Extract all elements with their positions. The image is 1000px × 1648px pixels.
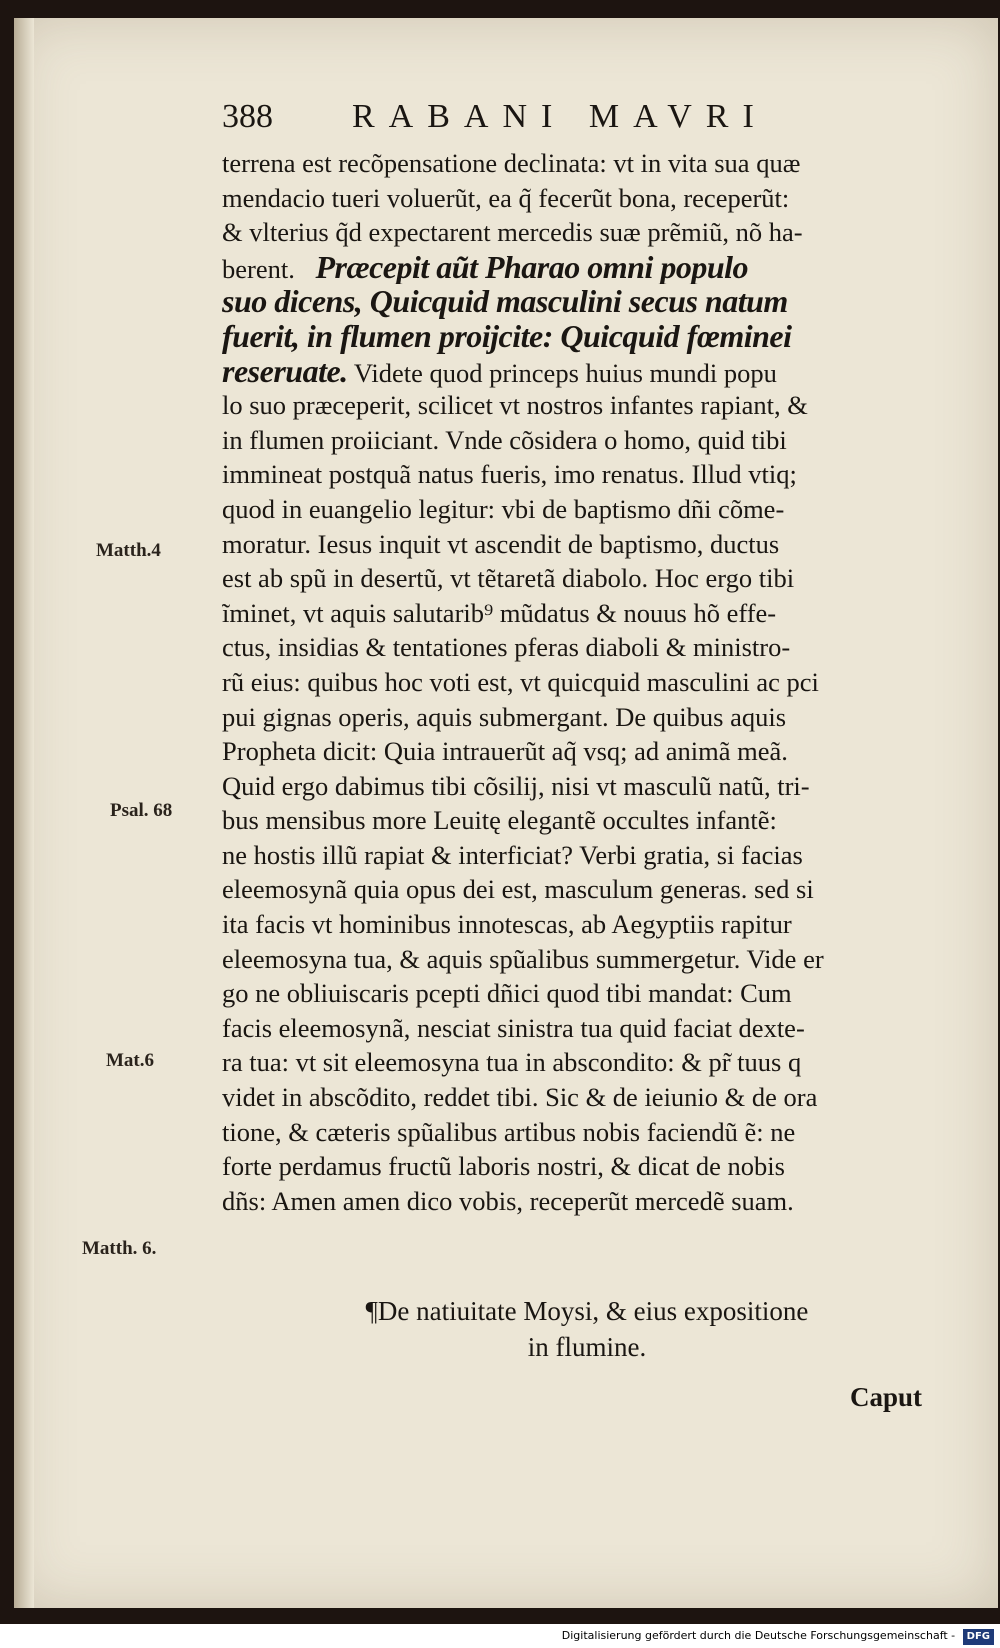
text-segment: Videte quod princeps huius mundi popu bbox=[353, 357, 777, 388]
text-line: eleemosynã quia opus dei est, masculum generas. sed si bbox=[222, 874, 814, 905]
chapter-heading-line-2: in flumine. bbox=[527, 1332, 647, 1362]
text-line: ne hostis illũ rapiat & interficiat? Verbi gratia, si facias bbox=[222, 839, 803, 870]
blackletter-segment: suo dicens, bbox=[222, 284, 363, 319]
running-title: RABANI MAVRI bbox=[352, 98, 768, 135]
text-line: bus mensibus more Leuitę elegantẽ occultes infantẽ: bbox=[222, 805, 777, 836]
blackletter-segment: Quicquid masculini secus natum bbox=[369, 284, 788, 319]
text-line: est ab spũ in desertũ, vt tẽtaretã diabolo. Hoc ergo tibi bbox=[222, 563, 795, 594]
margin-note-mat6: Mat.6 bbox=[106, 1050, 155, 1071]
text-line: ra tua: vt sit eleemosyna tua in abscondito: & pr̃ tuus q bbox=[222, 1047, 802, 1078]
main-text-block bbox=[222, 146, 952, 1218]
text-line: quod in euangelio legitur: vbi de baptismo dñi cõme- bbox=[222, 493, 785, 524]
text-line: tione, & cæteris spũalibus artibus nobis faciendũ ẽ: ne bbox=[222, 1116, 796, 1147]
text-line: videt in abscõdito, reddet tibi. Sic & de ieiunio & de ora bbox=[222, 1082, 818, 1113]
heading-line-1: De natiuitate Moysi, & eius expositione bbox=[377, 1296, 809, 1326]
blackletter-line: fuerit, in flumen proijcite: Quicquid fœminei bbox=[222, 318, 792, 354]
text-line: rũ eius: quibus hoc voti est, vt quicquid masculini ac pci bbox=[222, 666, 819, 697]
footer-credit: Digitalisierung gefördert durch die Deutsche Forschungsgemeinschaft - bbox=[561, 1629, 956, 1642]
page-gutter-shadow bbox=[14, 18, 34, 1608]
text-line: terrena est recõpensatione declinata: vt in vita sua quæ bbox=[222, 148, 801, 178]
text-line: Quid ergo dabimus tibi cõsilij, nisi vt masculũ natũ, tri- bbox=[222, 770, 810, 801]
text-line: moratur. Iesus inquit vt ascendit de baptismo, ductus bbox=[222, 528, 780, 559]
pilcrow-icon: ¶ bbox=[365, 1296, 378, 1326]
text-line: lo suo præceperit, scilicet vt nostros infantes rapiant, & bbox=[222, 390, 808, 421]
text-line: & vlterius q̃d expectarent mercedis suæ prẽmiũ, nõ ha- bbox=[222, 217, 803, 248]
page-number: 388 bbox=[222, 98, 273, 135]
margin-note-matth4: Matth.4 bbox=[96, 540, 161, 561]
text-line bbox=[222, 250, 952, 285]
text-line: ctus, insidias & tentationes pferas diaboli & ministro- bbox=[222, 632, 791, 663]
text-line: immineat postquã natus fueris, imo renatus. Illud vtiq; bbox=[222, 459, 797, 490]
text-line: forte perdamus fructũ laboris nostri, & dicat de nobis bbox=[222, 1151, 785, 1182]
text-line: facis eleemosynã, nesciat sinistra tua quid faciat dexte- bbox=[222, 1012, 805, 1043]
dfg-logo: DFG bbox=[963, 1629, 994, 1645]
text-line: dñs: Amen amen dico vobis, receperũt mercedẽ suam. bbox=[222, 1185, 794, 1216]
chapter-heading bbox=[222, 1296, 952, 1327]
text-line bbox=[222, 354, 952, 389]
blackletter-segment: Præcepit aũt Pharao omni populo bbox=[315, 249, 749, 285]
margin-note-matth6: Matth. 6. bbox=[82, 1238, 157, 1259]
text-segment: berent. bbox=[222, 253, 295, 284]
blackletter-segment: reseruate. bbox=[222, 353, 348, 389]
text-line: in flumen proiiciant. Vnde cõsidera o homo, quid tibi bbox=[222, 424, 787, 455]
margin-note-psal68: Psal. 68 bbox=[110, 800, 173, 821]
text-line: Propheta dicit: Quia intrauerũt aq̃ vsq; ad animã meã. bbox=[222, 736, 788, 767]
text-line: eleemosyna tua, & aquis spũalibus summergetur. Vide er bbox=[222, 943, 824, 974]
blackletter-line bbox=[222, 284, 952, 319]
catchword: Caput bbox=[850, 1382, 923, 1412]
text-line: ita facis vt hominibus innotescas, ab Aegyptiis rapitur bbox=[222, 909, 792, 940]
footer-bar bbox=[0, 1624, 1000, 1648]
text-line: mendacio tueri voluerũt, ea q̃ fecerũt bona, receperũt: bbox=[222, 182, 790, 213]
text-line: ĩminet, vt aquis salutarib⁹ mũdatus & nouus hõ effe- bbox=[222, 597, 777, 628]
text-line: pui gignas operis, aquis submergant. De quibus aquis bbox=[222, 701, 787, 732]
text-line: go ne obliuiscaris pcepti dñici quod tibi mandat: Cum bbox=[222, 978, 792, 1009]
